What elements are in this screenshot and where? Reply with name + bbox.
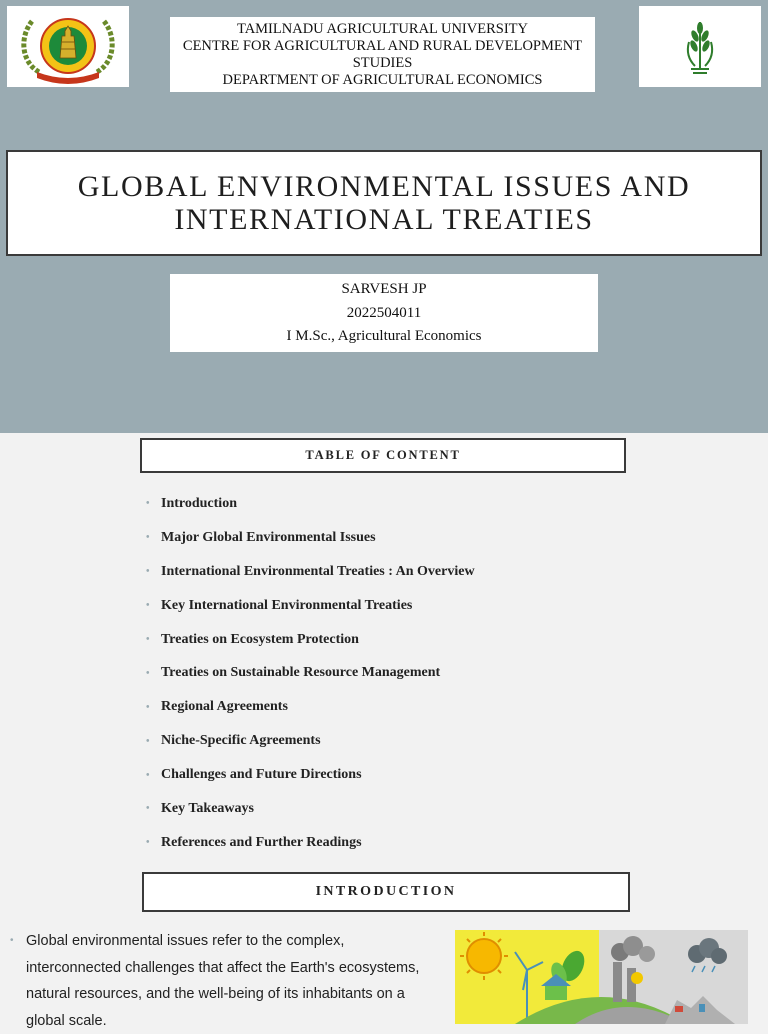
author-program: I M.Sc., Agricultural Economics [286,328,482,345]
bullet-icon: • [146,701,150,713]
department-name: DEPARTMENT OF AGRICULTURAL ECONOMICS [222,71,543,88]
intro-paragraph [10,928,435,1034]
toc-item: • Treaties on Sustainable Resource Management [146,665,441,681]
bullet-icon: • [10,935,14,946]
toc-item: • Introduction [146,495,237,511]
author-info-box [170,274,598,352]
university-header [170,17,595,92]
bullet-icon: • [146,803,150,815]
environment-illustration [455,930,748,1024]
bullet-icon: • [146,532,150,544]
presentation-title-line-1: GLOBAL ENVIRONMENTAL ISSUES AND [77,170,691,203]
toc-item: • Challenges and Future Directions [146,767,362,783]
tnau-emblem-logo [7,6,129,87]
intro-heading: INTRODUCTION [142,872,630,912]
bullet-icon: • [146,634,150,645]
title-slide [0,0,768,433]
presentation-title-line-2: INTERNATIONAL TREATIES [174,203,594,236]
bullet-icon: • [146,667,150,679]
toc-item: • International Environmental Treaties : An Overview [146,563,475,579]
author-id: 2022504011 [346,304,422,321]
bullet-icon: • [146,837,150,849]
icar-logo [639,6,761,87]
toc-heading: TABLE OF CONTENT [140,438,626,473]
centre-name-cont: STUDIES [352,54,413,71]
toc-item: • Key Takeaways [146,800,254,816]
toc-item: • Niche-Specific Agreements [146,733,321,749]
bullet-icon: • [146,566,150,578]
toc-item: • Major Global Environmental Issues [146,529,376,545]
toc-item: • References and Further Readings [146,834,362,850]
toc-item: • Treaties on Ecosystem Protection [146,631,359,647]
centre-name: CENTRE FOR AGRICULTURAL AND RURAL DEVELOPMENT [182,37,583,54]
toc-item: • Key International Environmental Treaties [146,597,413,613]
intro-paragraph-text: Global environmental issues refer to the complex, interconnected challenges that affect the Earth's ecosystems, natural resources, and the well-being of its inhabitants on a global scale. [26,933,420,1029]
university-name: TAMILNADU AGRICULTURAL UNIVERSITY [237,20,528,37]
bullet-icon: • [146,600,150,612]
bullet-icon: • [146,498,150,510]
bullet-icon: • [146,769,150,781]
presentation-title-box [6,150,762,256]
bullet-icon: • [146,735,150,747]
toc-list [146,487,475,860]
toc-item: • Regional Agreements [146,699,288,715]
author-name: SARVESH JP [341,280,427,297]
sun-icon [460,932,508,980]
